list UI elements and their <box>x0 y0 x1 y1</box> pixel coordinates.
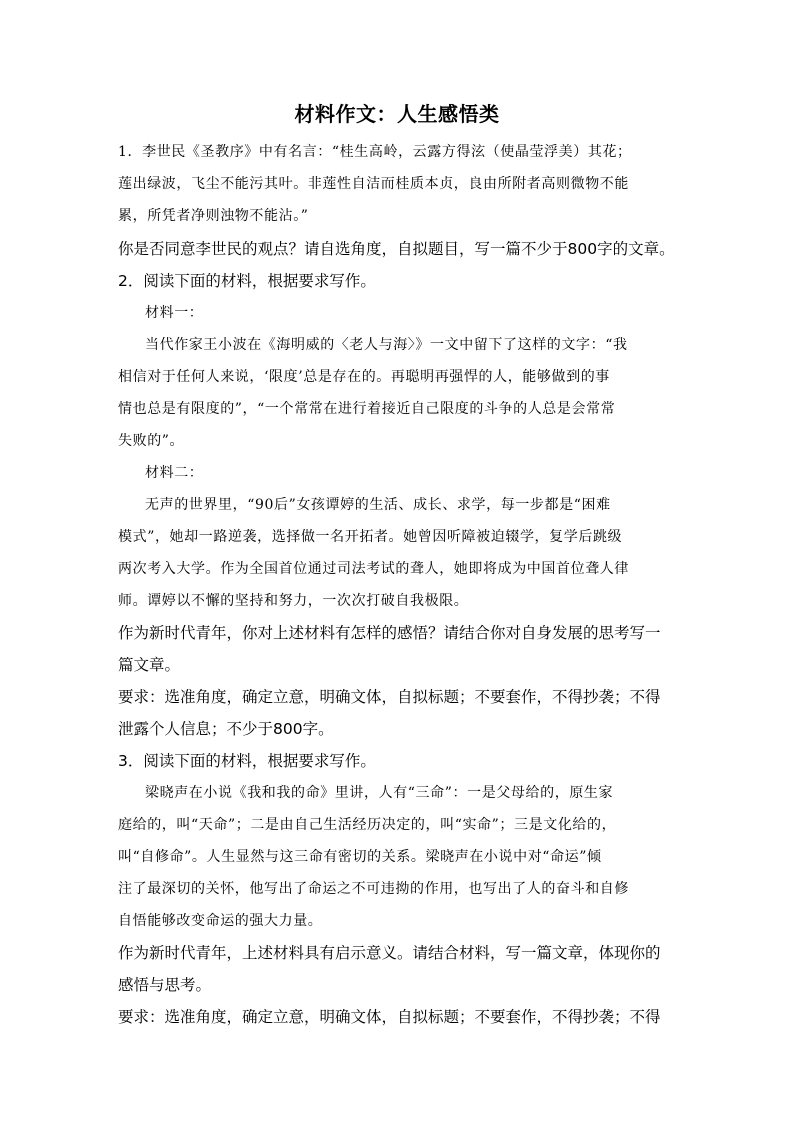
q2-m2-line-3: 两次考入大学。作为全国首位通过司法考试的聋人，她即将成为中国首位聋人律 <box>118 561 629 577</box>
q2-heading: 2．阅读下面的材料，根据要求写作。 <box>118 272 376 290</box>
q2-prompt-line-2: 篇文章。 <box>118 656 181 674</box>
q3-line-4: 注了最深切的关怀，他写出了命运之不可违拗的作用，也写出了人的奋斗和自修 <box>118 881 629 897</box>
q3-line-1: 梁晓声在小说《我和我的命》里讲，人有“三命”：一是父母给的，原生家 <box>145 785 614 801</box>
q2-m1-line-4: 失败的”。 <box>118 433 185 449</box>
q1-prompt: 你是否同意李世民的观点？请自选角度，自拟题目，写一篇不少于800字的文章。 <box>118 240 675 258</box>
q2-material-2-label: 材料二： <box>145 465 204 481</box>
q3-heading: 3．阅读下面的材料，根据要求写作。 <box>118 752 376 770</box>
q1-line-2: 莲出绿波，飞尘不能污其叶。非莲性自洁而桂质本贞，良由所附者高则微物不能 <box>118 176 629 192</box>
q2-m2-line-2: 模式”，她却一路逆袭，选择做一名开拓者。她曾因听障被迫辍学，复学后跳级 <box>118 529 623 545</box>
q3-prompt-line-2: 感悟与思考。 <box>118 976 212 994</box>
q2-m1-line-3: 情也总是有限度的”，“一个常常在进行着接近自己限度的斗争的人总是会常常 <box>118 401 616 417</box>
q2-material-1-label: 材料一： <box>145 305 204 321</box>
q2-requirement-line-2: 泄露个人信息；不少于800字。 <box>118 720 334 738</box>
q2-m1-line-2: 相信对于任何人来说，‘限度’总是存在的。再聪明再强悍的人，能够做到的事 <box>118 369 610 385</box>
q3-line-5: 自悟能够改变命运的强大力量。 <box>118 913 323 929</box>
page-title: 材料作文：人生感悟类 <box>294 102 500 126</box>
q2-prompt-line-1: 作为新时代青年，你对上述材料有怎样的感悟？请结合你对自身发展的思考写一 <box>118 624 661 642</box>
q2-m1-line-1: 当代作家王小波在《海明威的〈老人与海〉》一文中留下了这样的文字：“我 <box>145 337 628 353</box>
q1-line-1: 1．李世民《圣教序》中有名言：“桂生高岭，云露方得泫（使晶莹浮美）其花； <box>118 144 632 160</box>
q2-m2-line-1: 无声的世界里，“90后”女孩谭婷的生活、成长、求学，每一步都是“困难 <box>145 497 611 513</box>
q1-line-3: 累，所凭者净则浊物不能沾。” <box>118 208 309 224</box>
q3-requirement-line-1: 要求：选准角度，确定立意，明确文体，自拟标题；不要套作，不得抄袭；不得 <box>118 1008 661 1026</box>
q2-requirement-line-1: 要求：选准角度，确定立意，明确文体，自拟标题；不要套作，不得抄袭；不得 <box>118 688 661 706</box>
q3-line-2: 庭给的，叫“天命”；二是由自己生活经历决定的，叫“实命”；三是文化给的， <box>118 817 617 833</box>
q3-line-3: 叫“自修命”。人生显然与这三命有密切的关系。梁晓声在小说中对“命运”倾 <box>118 849 602 865</box>
q3-prompt-line-1: 作为新时代青年，上述材料具有启示意义。请结合材料，写一篇文章，体现你的 <box>118 944 661 962</box>
q2-m2-line-4: 师。谭婷以不懈的坚持和努力，一次次打破自我极限。 <box>118 593 469 609</box>
